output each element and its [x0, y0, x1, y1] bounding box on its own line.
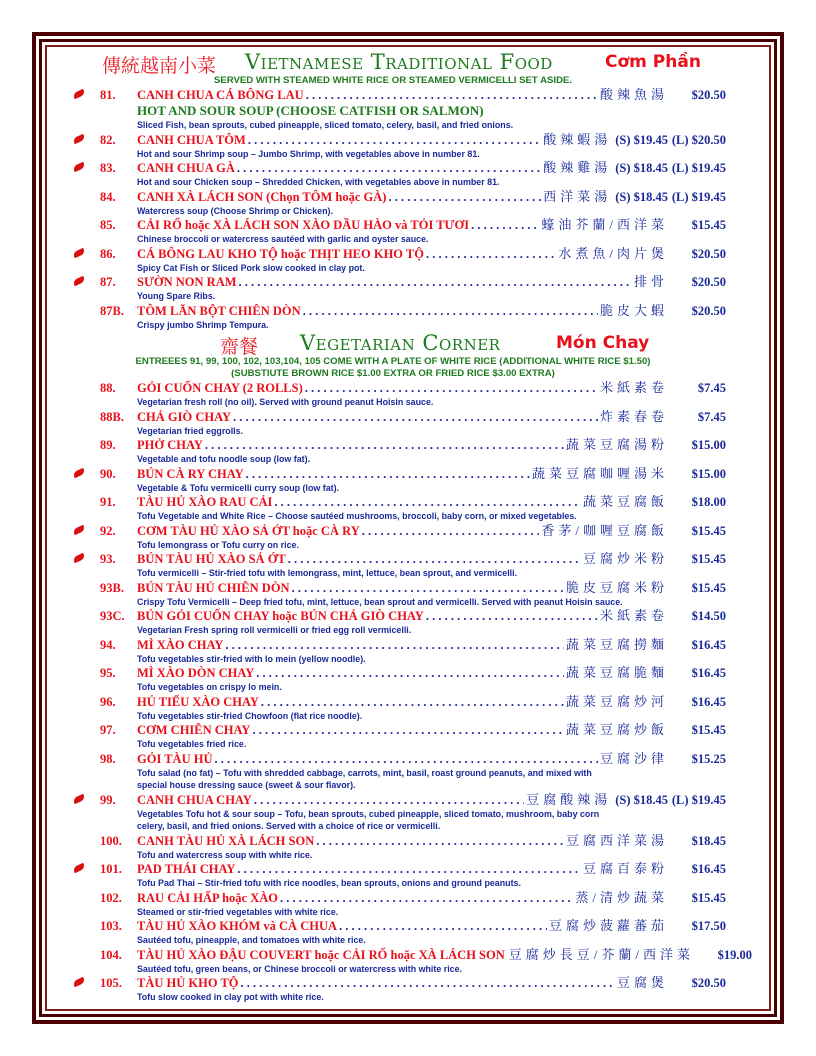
dot-leader	[305, 380, 598, 396]
menu-item	[60, 189, 726, 218]
menu-item	[60, 890, 726, 919]
dot-leader	[280, 890, 573, 906]
dot-leader	[388, 189, 541, 205]
item-number: 81.	[100, 88, 116, 102]
item-description: Tofu vegetables fried rice.	[137, 739, 247, 749]
item-number: 87B.	[100, 303, 124, 318]
item-name: TÀU HỦ XÀO KHÓM và CÀ CHUA	[137, 919, 337, 933]
item-description: Tofu Vegetable and White Rice – Choose sautéed mushrooms, broccoli, baby corn, or mixed vegetables.	[137, 511, 577, 521]
item-number: 90.	[100, 466, 116, 481]
item-number: 100.	[100, 833, 122, 848]
item-description: Sautéed tofu, green beans, or Chinese broccoli or watercress with white rice.	[137, 963, 463, 974]
section-header	[60, 50, 726, 75]
item-price: $18.45	[691, 833, 726, 848]
item-chinese-name: 豆腐沙律	[599, 750, 668, 766]
item-chinese-name: 豆腐炒菠蘿蕃茄	[548, 918, 668, 933]
item-number: 86.	[100, 246, 116, 261]
item-title-line	[137, 722, 726, 738]
item-description: Vegetarian Fresh spring roll vermicelli or fried egg roll vermicelli.	[137, 625, 412, 635]
menu-item	[60, 722, 726, 751]
item-number: 94.	[100, 637, 116, 652]
menu-item	[60, 833, 726, 862]
item-name: CANH TÀU HỦ XÀ LÁCH SON	[137, 833, 315, 848]
item-title-line	[137, 792, 726, 808]
item-title-line	[137, 861, 726, 877]
item-name: TÔM LĂN BỘT CHIÊN DÒN	[137, 303, 301, 318]
item-number: 105.	[100, 976, 122, 990]
item-description: Tofu slow cooked in clay pot with white rice.	[137, 992, 324, 1002]
menu-item	[60, 246, 726, 275]
menu-item	[60, 975, 726, 1004]
dot-leader	[426, 246, 556, 262]
item-number: 95.	[100, 666, 116, 680]
chili-pepper-icon	[72, 89, 85, 100]
item-price: $7.45	[697, 381, 726, 395]
chili-pepper-icon	[72, 863, 85, 874]
dot-leader	[426, 608, 598, 624]
item-price: $20.50	[691, 246, 726, 261]
item-chinese-name: 蔬菜豆腐炒河	[565, 693, 668, 709]
item-price: $15.25	[691, 751, 726, 766]
item-price-small: (S) $18.45	[615, 161, 668, 175]
item-description: Crispy jumbo Shrimp Tempura.	[137, 319, 269, 330]
item-price: $15.45	[691, 890, 726, 905]
item-number: 93.	[100, 552, 116, 566]
item-price-small: (S) $18.45	[615, 189, 668, 204]
item-description: Young Spare Ribs.	[137, 291, 216, 301]
item-description: Chinese broccoli or watercress sautéed with garlic and oyster sauce.	[137, 234, 429, 244]
menu-item	[60, 274, 726, 303]
item-chinese-name: 蠔油芥蘭/西洋菜	[541, 217, 668, 232]
chili-pepper-icon	[72, 524, 85, 535]
item-price: $15.00	[691, 466, 726, 481]
item-title-line	[137, 523, 726, 539]
dot-leader	[205, 437, 564, 453]
item-description: Tofu vegetables stir-fried Chowfoon (flat rice noodle).	[137, 710, 363, 721]
item-number: 103.	[100, 919, 122, 933]
item-description: Hot and sour Shrimp soup – Jumbo Shrimp, with vegetables above in number 81.	[137, 148, 480, 159]
menu-item-list	[60, 87, 726, 331]
item-price-small: (S) $19.45	[615, 132, 668, 147]
item-price: $20.50	[691, 303, 726, 318]
dot-leader	[237, 861, 581, 877]
chili-pepper-icon	[72, 276, 85, 287]
menu-item	[60, 665, 726, 694]
menu-item	[60, 523, 726, 552]
item-description: Tofu Pad Thai – Stir-fried tofu with rice noodles, bean sprouts, onions and ground peanuts.	[137, 878, 521, 888]
section-note: (SUBSTIUTE BROWN RICE $1.00 EXTRA OR FRIED RICE $3.00 EXTRA)	[231, 368, 555, 379]
section-note: ENTREEES 91, 99, 100, 102, 103,104, 105 COME WITH A PLATE OF WHITE RICE (ADDITIONAL WHITE RICE $1.50)	[135, 356, 651, 367]
item-description: Spicy Cat Fish or Sliced Pork slow cooked in clay pot.	[137, 262, 365, 273]
dot-leader	[316, 833, 564, 849]
item-title-line	[137, 217, 726, 233]
menu-item	[60, 87, 726, 132]
item-name: PHỞ CHAY	[137, 438, 203, 452]
item-chinese-name: 豆腐炒長豆/芥蘭/西洋菜	[508, 946, 694, 962]
item-chinese-name: 蔬菜豆腐咖喱湯米	[531, 465, 668, 481]
item-name: CẢI RỔ hoặc XÀ LÁCH SON XÀO DẦU HÀO và TỎI TƯƠI	[137, 218, 470, 232]
menu-item	[60, 792, 726, 833]
chili-pepper-icon	[72, 247, 85, 258]
item-name: CANH CHUA TÔM	[137, 132, 246, 147]
item-title-line	[137, 946, 752, 963]
item-number: 99.	[100, 792, 116, 807]
item-name: MÌ XÀO CHAY	[137, 637, 224, 652]
item-number: 82.	[100, 132, 116, 147]
section-notes	[60, 356, 726, 380]
item-price: $15.45	[691, 218, 726, 232]
item-description: special house dressing sauce (sweet & sour flavor).	[137, 780, 356, 790]
item-number: 88B.	[100, 409, 124, 424]
item-name: CANH XÀ LÁCH SON (Chọn TÔM hoặc GÀ)	[137, 189, 387, 204]
menu-item	[60, 580, 726, 609]
dot-leader	[254, 792, 524, 808]
menu-item	[60, 217, 726, 246]
item-price: $14.50	[691, 609, 726, 623]
item-description: Tofu vegetables stir-fried with lo mein (yellow noodle).	[137, 653, 366, 664]
item-chinese-name: 酸辣魚湯	[599, 87, 668, 102]
item-description: Sliced Fish, bean sprouts, cubed pineapple, sliced tomato, celery, basil, and fried onions.	[137, 120, 514, 130]
item-name: CANH CHUA CÁ BÔNG LAU	[137, 88, 304, 102]
item-price: $16.45	[691, 862, 726, 876]
item-chinese-name: 蔬菜豆腐飯	[582, 494, 668, 509]
chili-pepper-icon	[72, 793, 85, 804]
item-price: (L) $19.45	[671, 161, 726, 175]
item-number: 89.	[100, 438, 116, 452]
item-chinese-name: 豆腐煲	[616, 975, 668, 990]
menu-page	[60, 50, 752, 1004]
item-price: $17.50	[691, 919, 726, 933]
item-title-line	[137, 608, 726, 624]
item-price: (L) $20.50	[671, 132, 726, 147]
item-description: Tofu and watercress soup with white rice.	[137, 849, 313, 860]
item-chinese-name: 蔬菜豆腐脆麵	[565, 665, 668, 680]
item-name: PAD THÁI CHAY	[137, 862, 236, 876]
menu-item	[60, 494, 726, 523]
menu-item-list	[60, 380, 752, 1004]
item-title-line	[137, 637, 726, 653]
item-description: Tofu vermicelli – Stir-fried tofu with lemongrass, mint, lettuce, bean sprout, and vermicelli.	[137, 568, 518, 578]
item-chinese-name: 豆腐炒米粉	[582, 551, 668, 566]
item-number: 96.	[100, 694, 116, 709]
item-title-line	[137, 918, 726, 934]
section-vegetarian	[60, 331, 752, 1004]
item-chinese-name: 酸辣雞湯	[543, 160, 612, 175]
dot-leader	[246, 466, 530, 482]
item-chinese-name: 豆腐酸辣湯	[526, 791, 612, 807]
item-price-small: (S) $18.45	[615, 792, 668, 807]
item-number: 98.	[100, 751, 116, 766]
item-description: celery, basil, and fried onions. Served with a choice of rice or vermicelli.	[137, 821, 441, 831]
section-title-vietnamese: Cơm Phần	[605, 52, 701, 72]
item-price: $15.45	[691, 723, 726, 737]
dot-leader	[237, 160, 541, 176]
item-chinese-name: 蔬菜豆腐撈麵	[565, 636, 668, 652]
item-chinese-name: 米紙素卷	[599, 380, 668, 395]
item-chinese-name: 香茅/咖喱豆腐飯	[541, 522, 668, 538]
item-title-line	[137, 380, 726, 396]
item-name: HỦ TIẾU XÀO CHAY	[137, 694, 259, 709]
menu-item	[60, 380, 726, 409]
item-price: $15.45	[691, 552, 726, 566]
item-description: Vegetables Tofu hot & sour soup – Tofu, bean sprouts, cubed pineapple, sliced tomato, mushroom, baby corn	[137, 808, 600, 819]
item-name: BÚN TÀU HỦ XÀO SẢ ỚT	[137, 552, 286, 566]
item-description: Sautéed tofu, pineapple, and tomatoes with white rice.	[137, 935, 366, 945]
dot-leader	[362, 523, 540, 539]
item-description: Tofu lemongrass or Tofu curry on rice.	[137, 539, 299, 550]
dot-leader	[225, 637, 564, 653]
menu-item	[60, 551, 726, 580]
item-number: 84.	[100, 189, 116, 204]
dot-leader	[288, 551, 581, 567]
item-price: $16.45	[691, 694, 726, 709]
menu-item	[60, 637, 726, 666]
item-number: 91.	[100, 495, 116, 509]
section-header	[60, 331, 726, 356]
dot-leader	[339, 918, 547, 934]
item-title-line	[137, 665, 726, 681]
item-title-line	[137, 246, 726, 262]
section-title-english: Vegetarian Corner	[300, 331, 501, 355]
item-title-line	[137, 160, 726, 176]
item-title-line	[137, 551, 726, 567]
item-price: (L) $19.45	[671, 189, 726, 204]
item-price: $15.00	[691, 438, 726, 452]
item-chinese-name: 西洋菜湯	[543, 188, 612, 204]
item-name: BÚN GỎI CUỐN CHAY hoặc BÚN CHẢ GIÒ CHAY	[137, 609, 424, 623]
item-title-line	[137, 494, 726, 510]
item-price: $18.00	[691, 495, 726, 509]
item-name: SƯỜN NON RAM	[137, 275, 237, 289]
menu-item	[60, 303, 726, 332]
item-description: Vegetarian fried eggrolls.	[137, 425, 244, 436]
dot-leader	[306, 87, 598, 103]
menu-item	[60, 437, 726, 466]
item-chinese-name: 酸辣蝦湯	[543, 131, 612, 147]
item-title-line	[137, 751, 726, 767]
item-number: 97.	[100, 723, 116, 737]
item-title-line	[137, 975, 726, 991]
item-number: 88.	[100, 381, 116, 395]
item-name: TÀU HỦ XÀO ĐẬU COUVERT hoặc CẢI RỔ hoặc XÀ LÁCH SON	[137, 947, 505, 962]
dot-leader	[248, 132, 541, 148]
item-price: $16.45	[691, 637, 726, 652]
item-price: $15.45	[691, 580, 726, 595]
item-chinese-name: 米紙素卷	[599, 608, 668, 623]
item-name: CƠM CHIÊN CHAY	[137, 723, 251, 737]
item-title-line	[137, 409, 726, 425]
chili-pepper-icon	[72, 977, 85, 988]
item-name: CHẢ GIÒ CHAY	[137, 409, 231, 424]
item-name: CƠM TÀU HỦ XÀO SẢ ỚT hoặc CÀ RY	[137, 523, 360, 538]
item-name: GỎI TÀU HỦ	[137, 751, 213, 766]
dot-leader	[214, 751, 598, 767]
dot-leader	[241, 975, 615, 991]
item-name: CÁ BÔNG LAU KHO TỘ hoặc THỊT HEO KHO TỘ	[137, 246, 424, 261]
item-description: Vegetarian fresh roll (no oil). Served with ground peanut Hoisin sauce.	[137, 397, 434, 407]
item-chinese-name: 脆皮大蝦	[599, 302, 668, 318]
item-price: $20.50	[691, 275, 726, 289]
item-name: TÀU HỦ XÀO RAU CẢI	[137, 495, 273, 509]
item-number: 93B.	[100, 580, 124, 595]
item-title-line	[137, 132, 726, 148]
item-number: 85.	[100, 218, 116, 232]
item-title-line	[137, 466, 726, 482]
chili-pepper-icon	[72, 162, 85, 173]
item-price: (L) $19.45	[671, 792, 726, 807]
item-price: $20.50	[691, 88, 726, 102]
item-price: $7.45	[697, 409, 726, 424]
item-name: MÌ XÀO DÒN CHAY	[137, 666, 255, 680]
dot-leader	[292, 580, 564, 596]
section-title-chinese: 齋餐	[220, 337, 259, 358]
item-title-line	[137, 274, 726, 290]
menu-item	[60, 608, 726, 637]
menu-item	[60, 918, 726, 947]
item-chinese-name: 蔬菜豆腐湯粉	[565, 437, 668, 452]
item-title-line	[137, 87, 726, 103]
item-number: 101.	[100, 862, 122, 876]
item-price: $15.45	[691, 523, 726, 538]
section-title-chinese: 傳統越南小菜	[102, 56, 217, 77]
item-chinese-name: 炸素春卷	[599, 408, 668, 424]
item-description: Watercress soup (Choose Shrimp or Chicken).	[137, 205, 333, 216]
item-number: 92.	[100, 523, 116, 538]
item-price: $16.45	[691, 666, 726, 680]
item-title-line	[137, 189, 726, 205]
menu-item	[60, 466, 726, 495]
item-title-line	[137, 833, 726, 849]
dot-leader	[471, 217, 539, 233]
item-name: CANH CHUA GÀ	[137, 161, 235, 175]
item-price: $19.00	[717, 947, 752, 962]
menu-item	[60, 946, 752, 976]
item-description: Crispy Tofu Vermicelli – Deep fried tofu, mint, lettuce, bean sprout and vermicelli. Served with peanut Hoisin sauce.	[137, 596, 623, 607]
item-description: Hot and sour Chicken soup – Shredded Chicken, with vegetables above in number 81.	[137, 177, 500, 187]
item-chinese-name: 排骨	[633, 274, 668, 289]
item-chinese-name: 水煮魚/肉片煲	[558, 245, 668, 261]
item-description: Steamed or stir-fried vegetables with white rice.	[137, 906, 339, 917]
dot-leader	[303, 303, 598, 319]
dot-leader	[233, 409, 598, 425]
item-description: Vegetable and tofu noodle soup (low fat).	[137, 454, 311, 464]
item-name: BÚN CÀ RY CHAY	[137, 466, 244, 481]
item-chinese-name: 蔬菜豆腐炒飯	[565, 722, 668, 737]
item-name: RAU CẢI HẤP hoặc XÀO	[137, 890, 278, 905]
menu-item	[60, 751, 726, 792]
menu-item	[60, 694, 726, 723]
item-name: BÚN TÀU HỦ CHIÊN DÒN	[137, 580, 290, 595]
dot-leader	[274, 494, 581, 510]
item-title-line	[137, 890, 726, 906]
item-subtitle: HOT AND SOUR SOUP (CHOOSE CATFISH OR SALMON)	[137, 103, 484, 118]
section-title-vietnamese: Món Chay	[556, 333, 650, 353]
item-description: Tofu vegetables on crispy lo mein.	[137, 682, 282, 692]
section-traditional	[60, 50, 726, 331]
item-chinese-name: 蒸/清炒蔬菜	[575, 889, 668, 905]
item-number: 93C.	[100, 609, 125, 623]
section-note: SERVED WITH STEAMED WHITE RICE OR STEAMED VERMICELLI SET ASIDE.	[213, 75, 573, 86]
item-title-line	[137, 437, 726, 453]
menu-item	[60, 409, 726, 438]
item-title-line	[137, 303, 726, 319]
menu-item	[60, 160, 726, 189]
dot-leader	[252, 722, 564, 738]
item-name: TÀU HỦ KHO TỘ	[137, 976, 239, 990]
item-description: Tofu salad (no fat) – Tofu with shredded cabbage, carrots, mint, basil, roast ground peanuts, and mixed with	[137, 767, 592, 778]
item-number: 102.	[100, 890, 122, 905]
dot-leader	[256, 665, 564, 681]
chili-pepper-icon	[72, 553, 85, 564]
item-chinese-name: 豆腐百泰粉	[582, 861, 668, 876]
item-title-line	[137, 580, 726, 596]
dot-leader	[239, 274, 632, 290]
item-title-line	[137, 694, 726, 710]
menu-item	[60, 861, 726, 890]
section-title-english: Vietnamese Traditional Food	[245, 50, 553, 74]
item-number: 83.	[100, 161, 116, 175]
item-price: $20.50	[691, 976, 726, 990]
item-description: Vegetable & Tofu vermicelli curry soup (low fat).	[137, 482, 340, 493]
item-chinese-name: 豆腐西洋菜湯	[565, 832, 668, 848]
chili-pepper-icon	[72, 133, 85, 144]
chili-pepper-icon	[72, 467, 85, 478]
menu-item	[60, 132, 726, 161]
item-name: CANH CHUA CHAY	[137, 792, 252, 807]
item-name: GỎI CUỐN CHAY (2 ROLLS)	[137, 381, 303, 395]
item-chinese-name: 脆皮豆腐米粉	[565, 579, 668, 595]
dot-leader	[261, 694, 564, 710]
item-number: 87.	[100, 275, 116, 289]
item-number: 104.	[100, 947, 122, 962]
